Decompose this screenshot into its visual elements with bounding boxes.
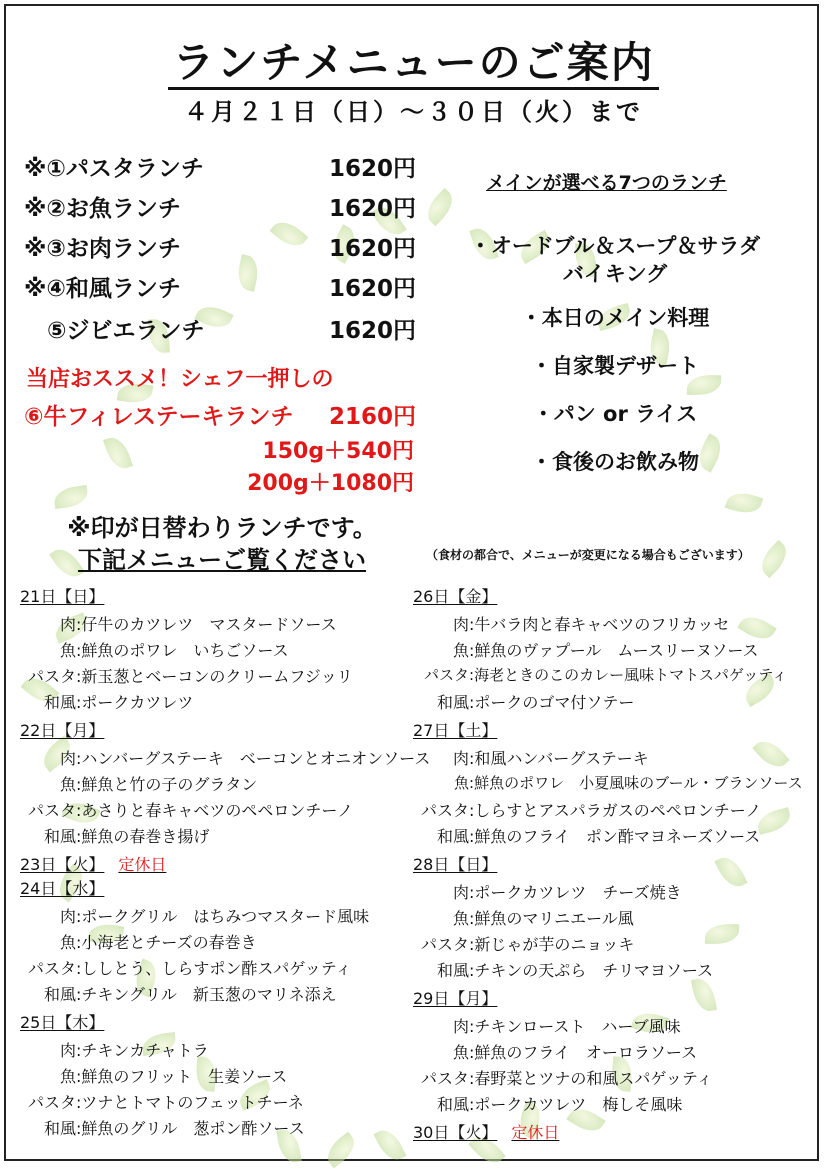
- special-price: 2160円: [328, 404, 416, 430]
- day-label: 28日【日】: [413, 855, 498, 874]
- menu-category: 肉: [452, 883, 469, 902]
- menu-category: パスタ: [27, 1093, 76, 1112]
- menu-item: 肉:ポークカツレツ チーズ焼き: [413, 880, 682, 903]
- day-heading: [413, 852, 497, 875]
- menu-dish: しらすとアスパラガスのペペロンチーノ: [474, 801, 762, 820]
- menu-item: パスタ:新じゃが芋のニョッキ: [413, 932, 634, 955]
- menu-dish: ツナとトマトのフェットチーネ: [81, 1093, 304, 1112]
- menu-dish: チキングリル 新玉葱のマリネ添え: [81, 985, 337, 1004]
- lunch-name: ※④和風ランチ: [24, 276, 181, 302]
- menu-item: 和風:チキンの天ぷら チリマヨソース: [413, 958, 713, 981]
- day-label: 22日【月】: [20, 721, 105, 740]
- includes-item: ・パン or ライス: [532, 402, 698, 426]
- menu-category: パスタ: [27, 801, 76, 820]
- menu-item: 和風:鮮魚のフライ ポン酢マヨネーズソース: [413, 824, 760, 847]
- menu-dish: 鮮魚のヴァプール ムースリーヌソース: [474, 641, 759, 660]
- lunch-price: 1620円: [328, 318, 416, 344]
- lunch-row: [24, 230, 424, 266]
- day-heading: [413, 584, 497, 607]
- menu-category: 魚: [453, 774, 469, 792]
- menu-item: パスタ:あさりと春キャベツのペペロンチーノ: [20, 798, 353, 821]
- menu-dish: 鮮魚の春巻き揚げ: [81, 827, 210, 846]
- menu-item: 和風:ポークのゴマ付ソテー: [413, 690, 634, 713]
- menu-item: 和風:鮮魚のグリル 葱ポン酢ソース: [20, 1116, 305, 1139]
- day-heading: [413, 1120, 559, 1143]
- menu-item: 肉:チキンカチャトラ: [20, 1038, 209, 1061]
- menu-item: 和風:ポークカツレツ 梅しそ風味: [413, 1092, 682, 1115]
- menu-category: 和風: [43, 693, 76, 712]
- menu-category: 肉: [452, 749, 469, 768]
- menu-category: パスタ: [27, 667, 76, 686]
- menu-item: 肉:和風ハンバーグステーキ: [413, 746, 649, 769]
- menu-category: 魚: [59, 1067, 76, 1086]
- page-title-text: ランチメニューのご案内: [168, 38, 658, 90]
- menu-category: 肉: [59, 749, 76, 768]
- menu-category: パスタ: [420, 1069, 469, 1088]
- special-option: 150g＋540円: [262, 439, 414, 464]
- menu-dish: ポークカツレツ チーズ焼き: [474, 883, 682, 902]
- menu-item: 魚:鮮魚のポワレ いちごソース: [20, 638, 289, 661]
- menu-dish: 海老ときのこのカレー風味トマトスパゲッティ: [474, 666, 788, 684]
- menu-category: 和風: [43, 1119, 76, 1138]
- menu-item: 和風:チキングリル 新玉葱のマリネ添え: [20, 982, 337, 1005]
- lunch-price: 1620円: [328, 156, 416, 182]
- menu-dish: 仔牛のカツレツ マスタードソース: [81, 615, 337, 634]
- menu-dish: 鮮魚のフライ ポン酢マヨネーズソース: [474, 827, 761, 846]
- lunch-price: 1620円: [328, 276, 416, 302]
- menu-dish: チキンの天ぷら チリマヨソース: [474, 961, 714, 980]
- day-label: 26日【金】: [413, 587, 498, 606]
- menu-dish: 牛バラ肉と春キャベツのフリカッセ: [474, 615, 730, 634]
- menu-dish: あさりと春キャベツのペペロンチーノ: [81, 801, 354, 820]
- menu-dish: 新じゃが芋のニョッキ: [474, 935, 635, 954]
- menu-item: 魚:鮮魚のフリット 生姜ソース: [20, 1064, 287, 1087]
- menu-category: 肉: [452, 1017, 469, 1036]
- includes-item: ・食後のお飲み物: [531, 450, 699, 474]
- menu-dish: 鮮魚のポワレ いちごソース: [81, 641, 289, 660]
- special-name: ⑥牛フィレステーキランチ: [24, 404, 294, 430]
- menu-item: 魚:鮮魚のポワレ 小夏風味のブール・ブランソース: [413, 772, 803, 793]
- menu-dish: チキンカチャトラ: [81, 1041, 209, 1060]
- menu-item: パスタ:新玉葱とベーコンのクリームフジッリ: [20, 664, 353, 687]
- menu-category: 肉: [452, 615, 469, 634]
- menu-item: 肉:牛バラ肉と春キャベツのフリカッセ: [413, 612, 729, 635]
- menu-dish: 新玉葱とベーコンのクリームフジッリ: [81, 667, 353, 686]
- menu-item: パスタ:ツナとトマトのフェットチーネ: [20, 1090, 304, 1113]
- menu-item: パスタ:しらすとアスパラガスのペペロンチーノ: [413, 798, 761, 821]
- menu-category: 魚: [59, 933, 76, 952]
- menu-item: パスタ:ししとう、しらすポン酢スパゲッティ: [20, 956, 351, 979]
- lunch-row: [24, 312, 424, 348]
- menu-dish: ポークグリル はちみつマスタード風味: [81, 907, 370, 926]
- menu-dish: ポークのゴマ付ソテー: [474, 693, 635, 712]
- page-title: [0, 30, 827, 90]
- menu-category: 肉: [59, 1041, 76, 1060]
- menu-category: 魚: [59, 775, 76, 794]
- menu-dish: 鮮魚と竹の子のグラタン: [81, 775, 258, 794]
- lunch-row: [24, 150, 424, 186]
- menu-item: 肉:ポークグリル はちみつマスタード風味: [20, 904, 369, 927]
- day-label: 30日【火】: [413, 1123, 498, 1142]
- includes-heading: メインが選べる7つのランチ: [486, 172, 727, 194]
- special-row: [24, 398, 424, 434]
- lunch-name: ※③お肉ランチ: [24, 236, 181, 262]
- menu-category: パスタ: [423, 666, 469, 684]
- lunch-row: [24, 190, 424, 226]
- daily-notice: ※印が日替わりランチです。: [67, 514, 377, 542]
- day-heading: [20, 852, 166, 875]
- day-heading: [20, 876, 104, 899]
- day-heading: [20, 718, 104, 741]
- menu-category: 和風: [43, 827, 76, 846]
- menu-dish: ハンバーグステーキ ベーコンとオニオンソース: [81, 749, 431, 768]
- menu-category: パスタ: [420, 801, 469, 820]
- menu-category: 和風: [436, 827, 469, 846]
- menu-item: 魚:鮮魚のマリニエール風: [413, 906, 634, 929]
- menu-category: 肉: [59, 907, 76, 926]
- menu-dish: 鮮魚のフリット 生姜ソース: [81, 1067, 288, 1086]
- menu-category: パスタ: [420, 935, 469, 954]
- menu-category: 和風: [436, 693, 469, 712]
- lunch-name: ※②お魚ランチ: [24, 196, 181, 222]
- menu-item: 肉:ハンバーグステーキ ベーコンとオニオンソース: [20, 746, 430, 769]
- menu-dish: 鮮魚のポワレ 小夏風味のブール・ブランソース: [474, 774, 803, 792]
- menu-category: 和風: [436, 961, 469, 980]
- day-heading: [20, 584, 104, 607]
- day-heading: [413, 986, 497, 1009]
- menu-item: 魚:小海老とチーズの春巻き: [20, 930, 257, 953]
- day-label: 25日【木】: [20, 1013, 105, 1032]
- closed-label: 定休日: [118, 855, 167, 874]
- date-range: ４月２１日（日）～３０日（火）まで: [184, 98, 643, 126]
- lunch-price: 1620円: [328, 236, 416, 262]
- lunch-name: ※①パスタランチ: [24, 156, 204, 182]
- closed-label: 定休日: [511, 1123, 560, 1142]
- lunch-row: [24, 270, 424, 306]
- day-label: 27日【土】: [413, 721, 498, 740]
- change-disclaimer: （食材の都合で、メニューが変更になる場合もございます）: [426, 548, 750, 562]
- includes-item: ・自家製デザート: [531, 354, 699, 378]
- menu-dish: 鮮魚のグリル 葱ポン酢ソース: [81, 1119, 305, 1138]
- menu-item: 肉:仔牛のカツレツ マスタードソース: [20, 612, 337, 635]
- menu-category: 魚: [452, 641, 469, 660]
- menu-dish: ポークカツレツ: [81, 693, 194, 712]
- lunch-price: 1620円: [328, 196, 416, 222]
- includes-item: ・オードブル＆スープ＆サラダ バイキング: [469, 234, 761, 286]
- menu-dish: ししとう、しらすポン酢スパゲッティ: [81, 959, 352, 978]
- menu-item: 肉:チキンロースト ハーブ風味: [413, 1014, 681, 1037]
- menu-category: 魚: [452, 1043, 469, 1062]
- menu-item: パスタ:海老ときのこのカレー風味トマトスパゲッティ: [413, 664, 787, 685]
- menu-dish: 鮮魚のマリニエール風: [474, 909, 634, 928]
- menu-item: 魚:鮮魚と竹の子のグラタン: [20, 772, 257, 795]
- daily-notice-sub: 下記メニューご覧ください: [78, 546, 366, 574]
- special-lead: 当店おススメ！シェフ一押しの: [26, 367, 334, 392]
- special-option: 200g＋1080円: [247, 471, 414, 496]
- menu-item: 魚:鮮魚のフライ オーロラソース: [413, 1040, 697, 1063]
- menu-dish: 鮮魚のフライ オーロラソース: [474, 1043, 698, 1062]
- menu-dish: 和風ハンバーグステーキ: [474, 749, 649, 768]
- day-label: 29日【月】: [413, 989, 498, 1008]
- menu-dish: 春野菜とツナの和風スパゲッティ: [474, 1069, 713, 1088]
- menu-category: 魚: [452, 909, 469, 928]
- day-label: 23日【火】: [20, 855, 105, 874]
- includes-item: ・本日のメイン料理: [520, 306, 710, 330]
- menu-item: パスタ:春野菜とツナの和風スパゲッティ: [413, 1066, 712, 1089]
- day-heading: [20, 1010, 104, 1033]
- lunch-name: ⑤ジビエランチ: [24, 318, 205, 344]
- menu-dish: 小海老とチーズの春巻き: [81, 933, 257, 952]
- day-label: 21日【日】: [20, 587, 105, 606]
- menu-category: 魚: [59, 641, 76, 660]
- menu-dish: ポークカツレツ 梅しそ風味: [474, 1095, 683, 1114]
- day-label: 24日【水】: [20, 879, 105, 898]
- menu-item: 和風:ポークカツレツ: [20, 690, 193, 713]
- menu-category: 肉: [59, 615, 76, 634]
- menu-category: パスタ: [27, 959, 76, 978]
- menu-item: 和風:鮮魚の春巻き揚げ: [20, 824, 209, 847]
- menu-category: 和風: [43, 985, 76, 1004]
- menu-dish: チキンロースト ハーブ風味: [474, 1017, 681, 1036]
- menu-category: 和風: [436, 1095, 469, 1114]
- day-heading: [413, 718, 497, 741]
- menu-item: 魚:鮮魚のヴァプール ムースリーヌソース: [413, 638, 759, 661]
